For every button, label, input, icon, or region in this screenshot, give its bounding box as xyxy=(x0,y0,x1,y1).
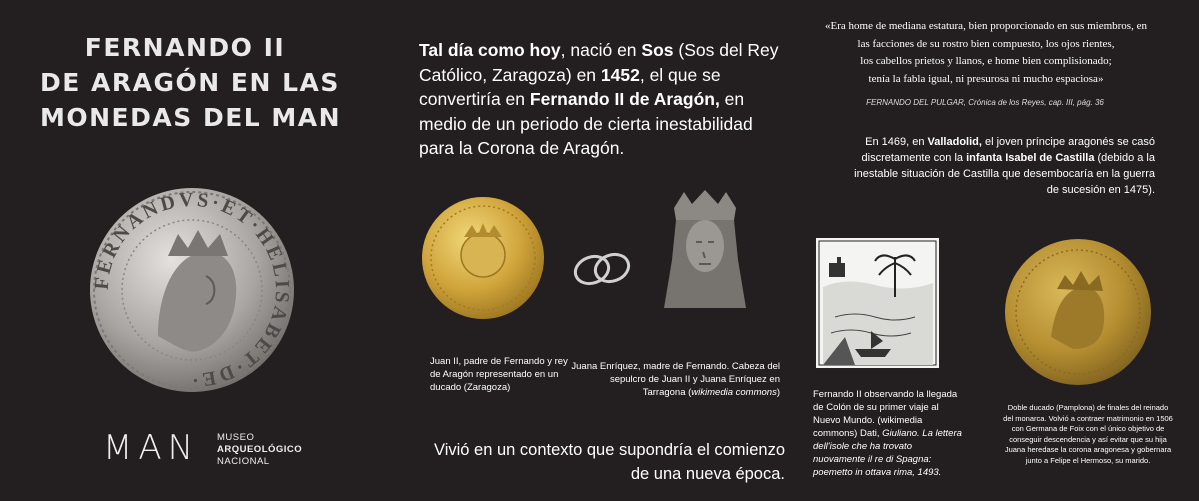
gold-double-ducat-image xyxy=(1003,237,1153,387)
caption-colon xyxy=(813,388,963,479)
man-logo xyxy=(103,428,333,472)
caption-juana-text: Juana Enríquez, madre de Fernando. Cabeza del sepulcro de Juan II y Juana Enríquez en Tarragona ( xyxy=(571,361,780,398)
intro-p2: , nació en xyxy=(560,40,642,60)
quote-line-1: «Era home de mediana estatura, bien proporcionado en sus miembros, en xyxy=(825,20,1147,32)
logo-line-3: NACIONAL xyxy=(217,456,270,467)
closing-line-1: Vivió en un contexto que supondría el comienzo xyxy=(433,441,785,459)
page-title xyxy=(40,30,342,135)
logo-line-2: ARQUEOLÓGICO xyxy=(217,444,303,455)
wedding-rings-icon xyxy=(568,244,638,290)
caption-juan-ii: Juan II, padre de Fernando y rey de Aragón representado en un ducado (Zaragoza) xyxy=(430,356,568,393)
wedding-p5: (debido a la inestable situación de Castilla que desembocaría en la guerra de sucesión en 1475). xyxy=(854,152,1155,196)
intro-p4: (Sos del Rey Católico, Zaragoza) en xyxy=(419,40,779,85)
pulgar-quote xyxy=(806,18,1166,88)
intro-paragraph xyxy=(419,38,784,161)
intro-p1: Tal día como hoy xyxy=(419,40,561,60)
caption-juana-source: wikimedia commons xyxy=(691,387,777,398)
caption-juana-enriquez xyxy=(570,360,780,399)
wedding-paragraph xyxy=(840,134,1155,198)
quote-line-3: los cabellos prietos y llanos, e home bien complisionado; xyxy=(860,55,1112,67)
closing-line-2: de una nueva época. xyxy=(630,465,785,483)
wedding-p3: el joven príncipe aragonés se casó discretamente con la xyxy=(861,136,1155,164)
title-line-1: FERNANDO II xyxy=(84,33,286,62)
quote-line-4: tenía la fabla igual, ni presurosa ni mucho espaciosa» xyxy=(868,72,1104,85)
intro-p6: , el que se convertiría en xyxy=(419,64,721,109)
closing-text xyxy=(425,438,785,486)
intro-p7: Fernando II de Aragón, xyxy=(529,89,720,109)
caption-doble-ducado: Doble ducado (Pamplona) de finales del reinado del monarca. Volvió a contraer matrimonio en 1506 con Germana de Foix con el único objetivo de conseguir descendencia y así evitar que su hija Juana heredase la corona aragonesa y gobernara junto a Felipe el Hermoso, su marido. xyxy=(1003,403,1173,465)
logo-letters: MAN xyxy=(103,428,200,468)
caption-colon-text: Fernando II observando la llegada de Colón de su primer viaje al Nuevo Mundo. (wikimedia commons) Dati, xyxy=(813,389,958,439)
intro-p8: en medio de un periodo de cierta inestabilidad para la Corona de Aragón. xyxy=(419,89,753,158)
silver-coin-fernando-image xyxy=(88,186,296,394)
quote-source xyxy=(855,97,1115,108)
gold-ducat-juan-ii-image xyxy=(420,195,546,321)
caption-colon-source: Giuliano. La lettera dell'isole che ha trovato nuovamente il re di Spagna: poemetto in ottava rima, 1493. xyxy=(813,428,962,478)
wedding-p1: En 1469, en xyxy=(865,136,928,148)
svg-text:FERNANDVS·ET·HELISABET·DE·: FERNANDVS·ET·HELISABET·DE· xyxy=(90,188,294,392)
title-line-3: MONEDAS DEL MAN xyxy=(40,103,342,132)
source-page: , cap. III, pág. 36 xyxy=(1044,98,1104,107)
source-author: FERNANDO DEL PULGAR, Crónica de los Reyes xyxy=(866,98,1045,107)
title-line-2: DE ARAGÓN EN LAS xyxy=(40,68,340,97)
logo-line-1: MUSEO xyxy=(217,432,255,443)
quote-line-2: las facciones de su rostro bien compuesto, los ojos rientes, xyxy=(857,37,1115,50)
wedding-p2: Valladolid, xyxy=(927,136,982,148)
intro-p3: Sos xyxy=(641,40,674,60)
woodcut-colon-arrival-image xyxy=(815,237,940,369)
caption-juana-close: ) xyxy=(776,387,780,398)
logo-text xyxy=(217,432,302,468)
juana-enriquez-stone-head-image xyxy=(660,190,750,315)
wedding-p4: infanta Isabel de Castilla xyxy=(966,152,1095,164)
intro-p5: 1452 xyxy=(600,64,640,85)
